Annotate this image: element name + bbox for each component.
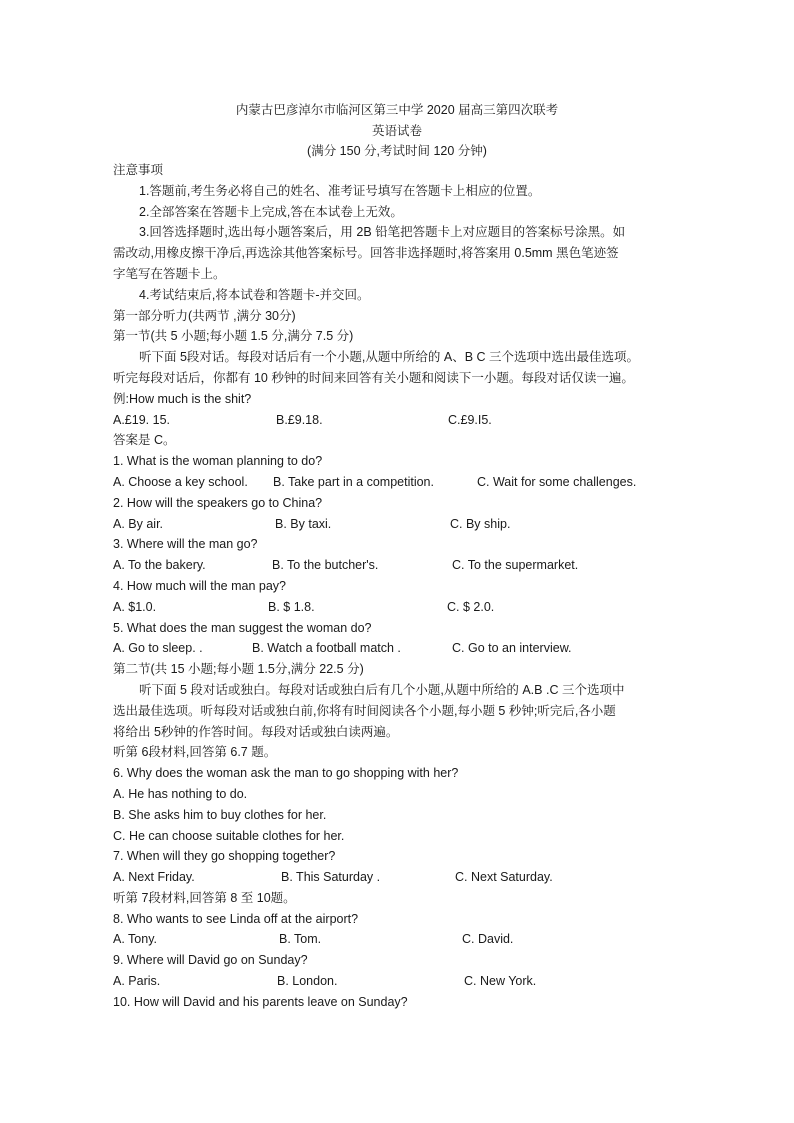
question: 5. What does the man suggest the woman do? — [113, 620, 372, 635]
section2-heading: 第二节(共 15 小题;每小题 1.5分,满分 22.5 分) — [113, 662, 364, 677]
example-question: 例:How much is the shit? — [113, 391, 252, 406]
section2-instructions: 将给出 5秒钟的作答时间。每段对话或独白读两遍。 — [113, 724, 399, 739]
option-c: C. By ship. — [450, 516, 511, 531]
option-c: C. $ 2.0. — [447, 599, 495, 614]
school-title: 内蒙古巴彦淖尔市临河区第三中学 2020 届高三第四次联考 — [235, 103, 559, 117]
option-c: C. Next Saturday. — [455, 870, 553, 885]
option-c: C. David. — [462, 932, 514, 947]
option-a: A. Go to sleep. . — [113, 641, 203, 656]
option-c: C. Go to an interview. — [452, 641, 572, 656]
note-item: 4.考试结束后,将本试卷和答题卡-并交回。 — [139, 287, 370, 302]
question: 3. Where will the man go? — [113, 537, 258, 552]
option-c: C. To the supermarket. — [452, 558, 579, 573]
example-answer: 答案是 C。 — [113, 433, 176, 448]
material-note: 听第 6段材料,回答第 6.7 题。 — [113, 745, 277, 760]
option-c: C. New York. — [464, 974, 537, 989]
question: 9. Where will David go on Sunday? — [113, 953, 308, 968]
question: 6. Why does the woman ask the man to go shopping with her? — [113, 766, 459, 781]
question: 10. How will David and his parents leave on Sunday? — [113, 994, 408, 1009]
option-b: B.£9.18. — [276, 412, 323, 427]
exam-meta: (满分 150 分,考试时间 120 分钟) — [307, 144, 487, 159]
option-a: A. He has nothing to do. — [113, 786, 248, 801]
option-b: B. By taxi. — [275, 516, 332, 531]
question-options — [113, 971, 688, 992]
question: 2. How will the speakers go to China? — [113, 495, 323, 510]
option-a: A. To the bakery. — [113, 558, 206, 573]
section1-instructions: 听下面 5段对话。每段对话后有一个小题,从题中所给的 A、B C 三个选项中选出最佳选项。 — [139, 350, 640, 365]
note-item: 3.回答选择题时,选出每小题答案后，用 2B 铅笔把答题卡上对应题目的答案标号涂黑。如 — [139, 225, 626, 240]
question: 4. How much will the man pay? — [113, 578, 286, 593]
section2-instructions: 听下面 5 段对话或独白。每段对话或独白后有几个小题,从题中所给的 A.B .C 三个选项中 — [139, 682, 625, 697]
question: 1. What is the woman planning to do? — [113, 454, 323, 469]
question-options — [113, 555, 688, 576]
option-a: A. Choose a key school. — [113, 474, 248, 489]
section1-heading: 第一节(共 5 小题;每小题 1.5 分,满分 7.5 分) — [113, 329, 354, 344]
exam-header — [0, 100, 794, 162]
note-item: 1.答题前,考生务必将自己的姓名、准考证号填写在答题卡上相应的位置。 — [139, 183, 541, 198]
option-a: A. Paris. — [113, 974, 161, 989]
question: 8. Who wants to see Linda off at the airport? — [113, 911, 359, 926]
option-a: A. Tony. — [113, 932, 158, 947]
option-b: B. $ 1.8. — [268, 599, 315, 614]
section2-instructions: 选出最佳选项。听每段对话或独白前,你将有时间阅读各个小题,每小题 5 秒钟;听完后,各小题 — [113, 703, 616, 718]
notes-heading: 注意事项 — [113, 163, 164, 177]
option-b: B. London. — [277, 974, 338, 989]
option-b: B. Take part in a competition. — [273, 474, 434, 489]
option-b: B. Watch a football match . — [252, 641, 401, 656]
option-a: A.£19. 15. — [113, 412, 170, 427]
question: 7. When will they go shopping together? — [113, 849, 336, 864]
option-c: C. He can choose suitable clothes for her. — [113, 828, 345, 843]
option-b: B. Tom. — [279, 932, 322, 947]
note-item-continued: 字笔写在答题卡上。 — [113, 266, 226, 281]
question-options — [113, 867, 688, 888]
example-options — [113, 410, 688, 431]
question-options — [113, 638, 688, 659]
option-c: C. Wait for some challenges. — [477, 474, 637, 489]
option-b: B. She asks him to buy clothes for her. — [113, 807, 327, 822]
question-options — [113, 472, 688, 493]
part1-heading: 第一部分听力(共两节 ,满分 30分) — [113, 308, 296, 323]
option-b: B. To the butcher's. — [272, 558, 379, 573]
option-a: A. Next Friday. — [113, 870, 195, 885]
exam-body — [113, 160, 688, 1013]
question-options — [113, 597, 688, 618]
note-item: 2.全部答案在答题卡上完成,答在本试卷上无效。 — [139, 204, 403, 219]
question-options — [113, 929, 688, 950]
material-note: 听第 7段材料,回答第 8 至 10题。 — [113, 890, 296, 905]
subject-title: 英语试卷 — [371, 123, 422, 138]
option-b: B. This Saturday . — [281, 870, 381, 885]
question-options — [113, 514, 688, 535]
section1-instructions: 听完每段对话后，你都有 10 秒钟的时间来回答有关小题和阅读下一小题。每段对话仅读一遍。 — [113, 370, 634, 385]
option-a: A. By air. — [113, 516, 164, 531]
option-c: C.£9.I5. — [448, 412, 492, 427]
note-item-continued: 需改动,用橡皮擦干净后,再选涂其他答案标号。回答非选择题时,将答案用 0.5mm 黑色笔迹签 — [113, 246, 619, 261]
option-a: A. $1.0. — [113, 599, 157, 614]
